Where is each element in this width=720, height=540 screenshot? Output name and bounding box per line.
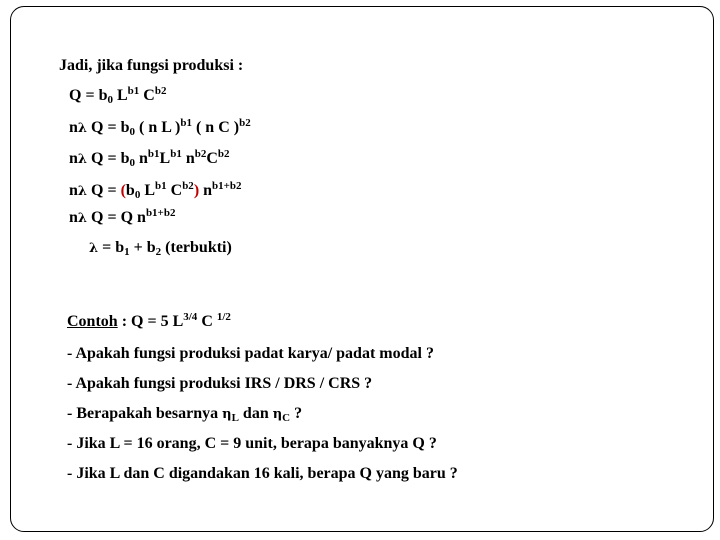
- lambda-symbol: λ: [89, 241, 99, 256]
- lambda-symbol: λ: [77, 184, 88, 199]
- equation-q: $Q = b_0$ $L^{b1}$ $C^{b2}$: [69, 85, 167, 106]
- question-4: - Jika L = 16 orang, C = 9 unit, berapa banyaknya Q ?: [67, 435, 437, 452]
- equation-lambda-3: nλ $Q = (b_0$ $L^{b1}$ $C^{b2}$) $n^{b1+b2}$: [69, 180, 242, 201]
- question-5: - Jika L dan C digandakan 16 kali, berapa Q yang baru ?: [67, 465, 458, 482]
- equation-lambda-1: nλ $Q = b_0$ ( n L )$^{b1}$ ( n C )$^{b2}$: [69, 117, 251, 138]
- slide-frame: [10, 6, 714, 532]
- question-2: - Apakah fungsi produksi IRS / DRS / CRS ?: [67, 375, 373, 392]
- equation-result: $\lambda = b_1 + b_2$ (terbukti): [89, 239, 232, 258]
- question-3: - Berapakah besarnya $\eta_L$ dan $\eta_C$ ?: [67, 405, 303, 424]
- equation-lambda-4: nλ Q = Q $n^{b1+b2}$: [69, 207, 176, 226]
- lambda-symbol: λ: [77, 121, 88, 136]
- example-heading: Contoh : Q = 5 $L^{3/4}$ C $^{1/2}$: [67, 311, 231, 330]
- eta-symbol: η: [222, 407, 232, 422]
- lambda-symbol: λ: [77, 211, 88, 226]
- example-label: Contoh: [67, 313, 118, 330]
- question-1: - Apakah fungsi produksi padat karya/ padat modal ?: [67, 345, 434, 362]
- lambda-symbol: λ: [77, 152, 88, 167]
- equation-lambda-2: nλ $Q = b_0$ $n^{b1}L^{b1}$ $n^{b2}C^{b2}$: [69, 148, 230, 169]
- intro-text: Jadi, jika fungsi produksi :: [59, 57, 244, 74]
- eta-symbol: η: [272, 407, 283, 422]
